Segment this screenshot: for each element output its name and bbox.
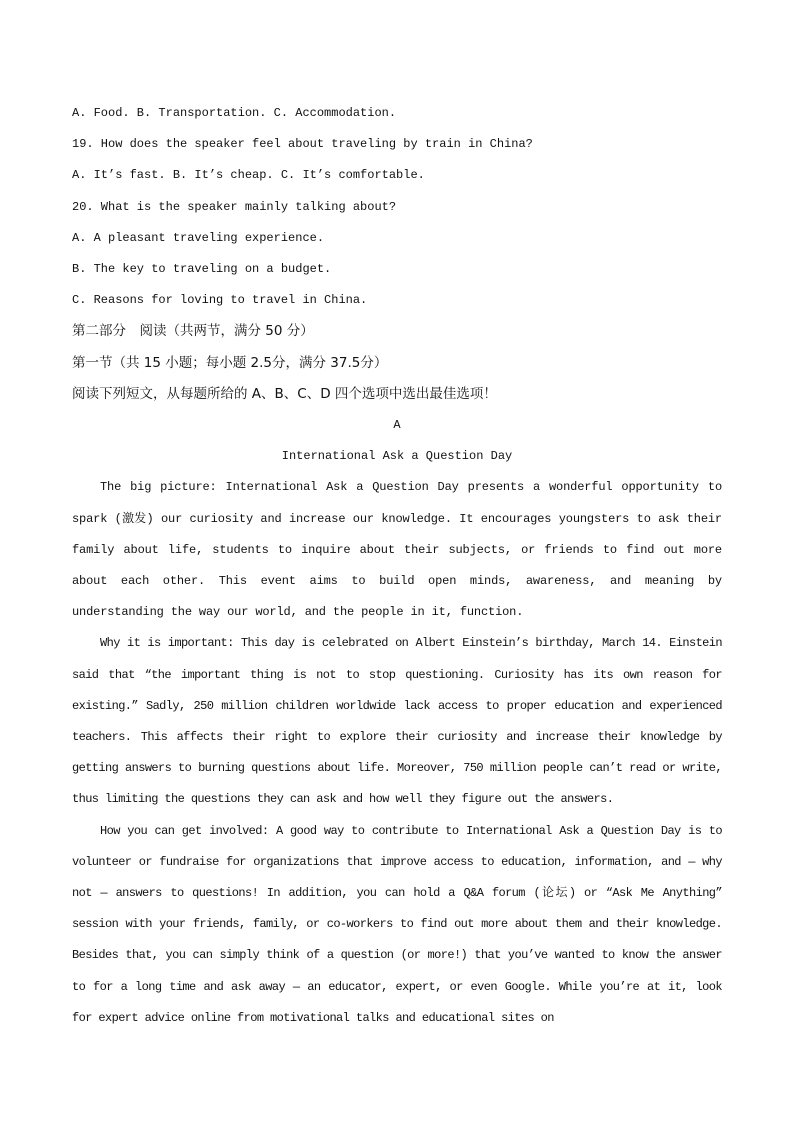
reading-part-title: 第二部分 阅读（共两节，满分 50 分） (72, 323, 314, 340)
reading-section-title: 第一节（共 15 小题；每小题 2.5分，满分 37.5分） (72, 354, 388, 371)
q20-option-c: C. Reasons for loving to travel in China. (72, 293, 368, 308)
q19-options: A. It’s fast. B. It’s cheap. C. It’s comfortable. (72, 168, 425, 183)
q20-option-b: B. The key to traveling on a budget. (72, 262, 332, 277)
q19-question: 19. How does the speaker feel about traveling by train in China? (72, 137, 533, 152)
passage-paragraph-why-important: Why it is important: This day is celebrated on Albert Einstein’s birthday, March 14. Einstein said that “the important thing is not to stop questioning. Curiosity has its own reason for existing.” Sadly, 250 million children worldwide lack access to proper education and experienced teachers. This affects their right to explore their curiosity and increase their knowledge by getting answers to burning questions about life. Moreover, 750 million people can’t read or write, thus limiting the questions they can ask and how well they figure out the answers. (72, 636, 722, 807)
q20-question: 20. What is the speaker mainly talking about? (72, 199, 397, 214)
passage-paragraph-big-picture: The big picture: International Ask a Question Day presents a wonderful opportunity to spark (激发) our curiosity and increase our knowledge. It encourages youngsters to ask their family about life, students to inquire about their subjects, or friends to find out more about each other. This event aims to build open minds, awareness, and meaning by understanding the way our world, and the people in it, function. (72, 480, 722, 620)
reading-instructions: 阅读下列短文，从每题所给的 A、B、C、D 四个选项中选出最佳选项！ (72, 385, 497, 402)
document-page (72, 98, 722, 1034)
passage-paragraph-get-involved: How you can get involved: A good way to contribute to International Ask a Question Day is to volunteer or fundraise for organizations that improve access to education, information, and — why not — answers to questions! In addition, you can hold a Q&A forum (论坛) or “Ask Me Anything” session with your friends, family, or co-workers to find out more about them and their knowledge. Besides that, you can simply think of a question (or more!) that you’ve wanted to know the answer to for a long time and ask away — an educator, expert, or even Google. While you’re at it, look for expert advice online from motivational talks and educational sites on (72, 823, 722, 1025)
passage-letter: A (393, 418, 401, 433)
passage-title: International Ask a Question Day (281, 449, 513, 464)
q18-options: A. Food. B. Transportation. C. Accommodation. (72, 106, 397, 120)
q20-option-a: A. A pleasant traveling experience. (72, 230, 325, 245)
